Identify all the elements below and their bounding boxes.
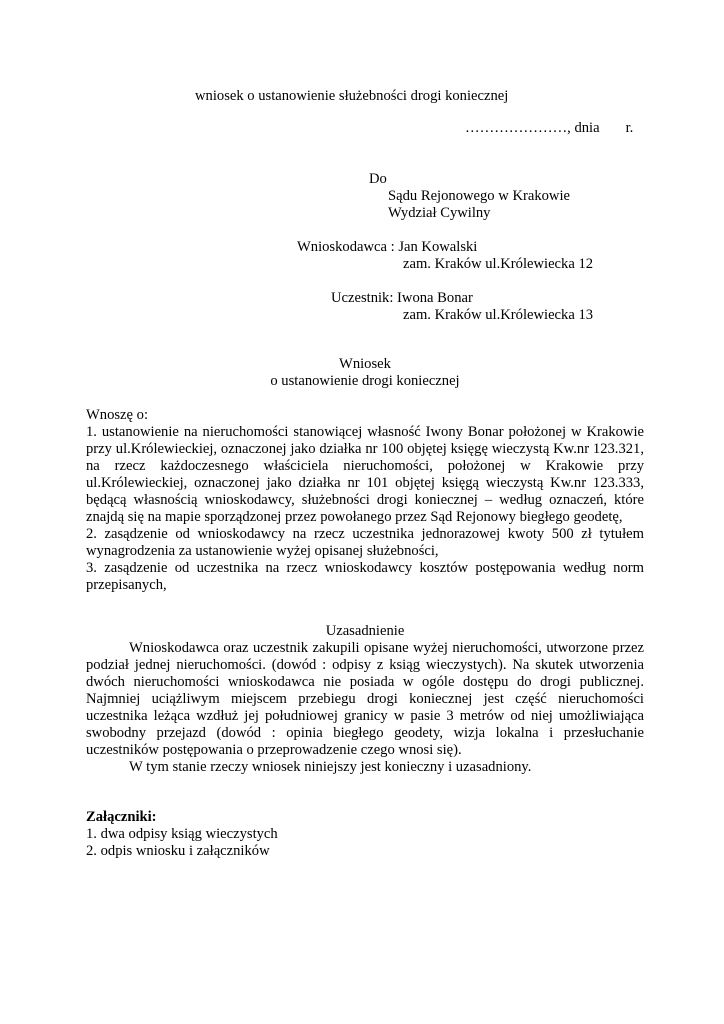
date-line [465, 120, 633, 137]
justification-heading: Uzasadnienie [325, 623, 405, 639]
date-place: …………………, dnia [465, 120, 600, 136]
request-section [86, 407, 644, 594]
motion-heading [86, 356, 644, 390]
applicant-address: zam. Kraków ul.Królewiecka 12 [403, 256, 594, 272]
addressee-court: Sądu Rejonowego w Krakowie [388, 188, 570, 204]
justification-paragraph-2: W tym stanie rzeczy wniosek niniejszy jest konieczny i uzasadniony. [129, 759, 532, 775]
justification-paragraph-1: Wnioskodawca oraz uczestnik zakupili opisane wyżej nieruchomości, utworzone przez podział jednej nieruchomości. (dowód : odpisy z ksiąg wieczystych). Na skutek utworzenia dwóch nieruchomości wnioskodawca nie posiada w ogóle dostępu do drogi publicznej. Najmniej uciążliwym miejscem przebiegu drogi koniecznej jest część nieruchomości uczestnika leżąca wzdłuż jej południowej granicy w pasie 3 metrów od niej umożliwiająca swobodny przejazd (dowód : opinia biegłego geodety, wizja lokalna i przesłuchanie uczestników postępowania o przeprowadzenie czego wnosi się). [86, 640, 644, 758]
request-item-1: 1. ustanowienie na nieruchomości stanowiącej własność Iwony Bonar położonej w Krakowie przy ul.Królewieckiej, oznaczonej jako działka nr 100 objętej księgę wieczystą Kw.nr 123.321, na rzecz każdoczesnego właściciela nieruchomości, położonej w Krakowie przy ul.Królewieckiej, oznaczonej jako działka nr 101 objętej księgą wieczystą Kw.nr 123.333, będącą własnością wnioskodawcy, służebności drogi koniecznej – według oznaczeń, które znajdą się na mapie sporządzonej przez powołanego przez Sąd Rejonowy biegłego geodetę, [86, 424, 644, 525]
attachment-item-1: 1. dwa odpisy ksiąg wieczystych [86, 826, 278, 842]
attachments-title: Załączniki: [86, 809, 157, 825]
document-title: wniosek o ustanowienie służebności drogi koniecznej [195, 88, 509, 104]
date-suffix: r. [625, 120, 634, 136]
motion-heading-line2: o ustanowienie drogi koniecznej [270, 373, 460, 389]
request-intro: Wnoszę o: [86, 407, 149, 423]
justification-section [86, 640, 644, 776]
request-item-3: 3. zasądzenie od uczestnika na rzecz wnioskodawcy kosztów postępowania według norm przepisanych, [86, 560, 644, 593]
participant-name: Uczestnik: Iwona Bonar [331, 290, 473, 306]
applicant-name: Wnioskodawca : Jan Kowalski [297, 239, 478, 255]
request-item-2: 2. zasądzenie od wnioskodawcy na rzecz uczestnika jednorazowej kwoty 500 zł tytułem wynagrodzenia za ustanowienie wyżej opisanej służebności, [86, 526, 644, 559]
participant-address: zam. Kraków ul.Królewiecka 13 [403, 307, 594, 323]
addressee-to: Do [369, 171, 387, 187]
attachments-section [86, 809, 278, 860]
motion-heading-line1: Wniosek [339, 356, 391, 372]
attachment-item-2: 2. odpis wniosku i załączników [86, 843, 270, 859]
addressee-department: Wydział Cywilny [388, 205, 491, 221]
